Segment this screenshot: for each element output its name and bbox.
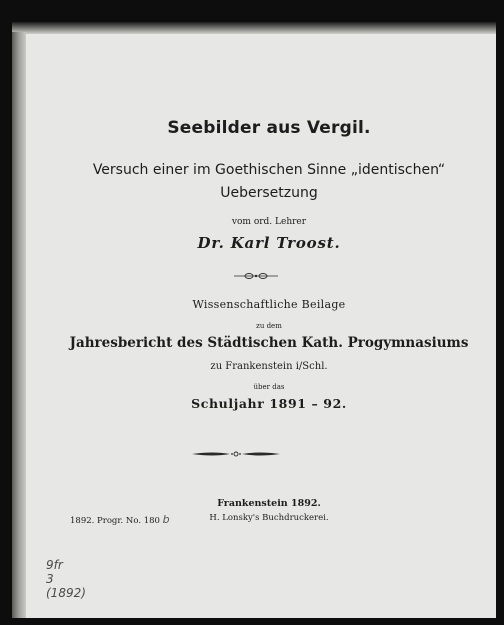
ornament-divider-icon: [232, 272, 280, 280]
school-location: zu Frankenstein i/Schl.: [210, 361, 328, 372]
document-title: Seebilder aus Vergil.: [167, 118, 371, 138]
supplement-heading: Wissenschaftliche Beilage: [192, 298, 346, 311]
connector-ueber-das: über das: [253, 383, 285, 391]
shelfmark-line-2: 3: [46, 572, 54, 586]
program-number-text: 1892. Progr. No. 180: [70, 516, 160, 526]
author-byline: vom ord. Lehrer: [231, 217, 307, 227]
page-top-shadow: [12, 22, 496, 34]
school-year: Schuljahr 1891 – 92.: [191, 396, 347, 411]
printing-place-year: Frankenstein 1892.: [217, 498, 321, 509]
printer-name: H. Lonsky's Buchdruckerei.: [209, 513, 329, 523]
program-number: [70, 513, 170, 526]
subtitle-line-2: Uebersetzung: [220, 185, 318, 201]
connector-zu-dem: zu dem: [256, 322, 282, 330]
program-number-handwritten: b: [162, 513, 170, 526]
binding-edge: [12, 32, 26, 618]
document-page: [12, 22, 496, 618]
shelfmark-line-3: (1892): [46, 586, 86, 600]
author-name: Dr. Karl Troost.: [197, 234, 341, 252]
shelfmark-line-1: 9fr: [46, 558, 63, 572]
ornament-rule-icon: [190, 450, 282, 458]
annual-report-title: Jahresbericht des Städtischen Kath. Progymnasiums: [69, 335, 469, 351]
subtitle-line-1: Versuch einer im Goethischen Sinne „identischen“: [92, 162, 446, 178]
